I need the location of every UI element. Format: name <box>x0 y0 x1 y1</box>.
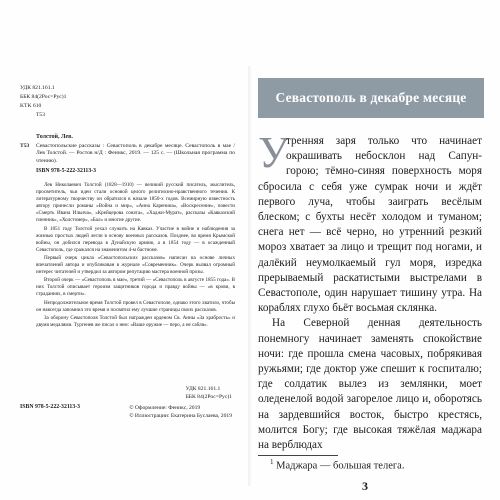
catalog-udc: УДК 821.161.1 <box>20 85 55 91</box>
footnote-mark: 1 <box>270 458 274 466</box>
footnote-text: Маджара — большая телега. <box>276 460 405 472</box>
annotation-paragraph: Непродолжительное время Толстой провел в Севастополе, однако этого хватило, чтобы он навсегда запомнил это время и посвятил ему лучшие страницы своих рассказов. <box>36 299 235 313</box>
book-gutter <box>248 66 252 486</box>
chapter-body <box>258 128 482 453</box>
isbn-line: ISBN 978-5-222-32113-3 <box>36 168 97 175</box>
author-mark-code: Т53 <box>20 143 30 149</box>
left-page-imprint <box>14 74 240 494</box>
catalog-ktk: KTK 610 <box>20 103 42 109</box>
bottom-udc: УДК 821.161.1 <box>185 386 221 392</box>
catalog-codes <box>20 84 130 120</box>
annotation-paragraph: Лев Николаевич Толстой (1828—1910) — великий русский писатель, мыслитель, просветитель, чьи идеи стали основой целого религиозно-нравственного течения. К литературному творчеству он обратился в начале 1850-х годов. Всемирную известность автору принесли романы «Война и мир», «Анна Каренина», «Воскресение», повести «Смерть Ивана Ильича», «Крейцерова соната», «Хаджи-Мурат», рассказы «Кавказский пленник», «Холстомер», «Бал» и многие другие. <box>36 182 235 224</box>
copyright-illustrations: © Иллюстрации: Екатерина Буслаева, 2019 <box>129 413 232 419</box>
footnote <box>270 458 404 472</box>
catalog-author-mark: Т53 <box>36 112 46 118</box>
author-heading: Толстой, Лев. <box>36 134 73 140</box>
chapter-title-banner <box>258 78 484 118</box>
annotation-paragraph: Первый очерк цикла «Севастопольских рассказов» написан на основе личных впечатлений автора и опубликован в журнале «Современник». Очерк вызвал огромный интерес читателей и утвердил за автором репутацию мастера военной прозы. <box>36 254 235 276</box>
footnote-divider <box>258 455 338 456</box>
chapter-title: Севастополь в декабре месяце <box>275 90 467 105</box>
paragraph-1: тренняя заря только что начинает окрашивать небосклон над Сапун-горою; тёмно-синяя поверхность моря сбросила с себя уже сумрак ночи и ждёт первого луча, чтобы заиграть весёлым блеском; с бухты несёт холодом и туманом; снега нет — всё черно, но утренний резкий мороз хватает за лицо и трещит под ногами, и далёкий неумолкаемый гул моря, изредка прерываемый раскатистыми выстрелами в Севастополе, один нарушает тишину утра. На кораблях глухо бьёт восьмая склянка. <box>258 135 482 315</box>
paragraph-2: На Северной денная деятельность понемногу начинает заменять спокойствие ночи: где прошла смена часовых, побрякивая ружьями; где доктор уже спешит к госпиталю; где солдатик вылез из землянки, моет оледенелой водой загорелое лицо и, оборотясь на зардевшийся восток, быстро крестясь, молится Богу; где высокая тяжёлая маджара на верблюдах <box>258 317 482 452</box>
copyright-block <box>129 404 232 420</box>
bibliographic-entry <box>20 143 235 175</box>
page-number: 3 <box>362 479 368 493</box>
bottom-bbk: ББК 84(2Рос=Рус)1 <box>185 394 232 400</box>
copyright-design: © Оформление: Феникс, 2019 <box>129 405 201 411</box>
right-page-text <box>258 74 486 494</box>
annotation <box>36 182 235 330</box>
annotation-paragraph: За оборону Севастополя Толстой был награжден орденом Св. Анны «За храбрость» и двумя медалями. Тургенев же писал о нем: «Ваше оружие — перо, а не сабля». <box>36 314 235 328</box>
bibliographic-text: Севастопольские рассказы : Севастополь в декабре месяце. Севастополь в мае / Лев Толстой. — Ростов н/Д : Феникс, 2019. — 125 с. — (Школьная программа по чтению). <box>36 143 235 164</box>
annotation-paragraph: Второй очерк — «Севастополь в мае», третий — «Севастополь в августе 1855 года». В них Толстой описывает героизм защитников города и правду войны — «в крови, в страданиях, в смерти». <box>36 277 235 298</box>
bottom-isbn: ISBN 978-5-222-32113-3 <box>20 404 81 410</box>
drop-cap: У <box>258 128 290 177</box>
catalog-bbk: ББК 84(2Рос=Рус)1 <box>20 94 67 100</box>
annotation-paragraph: В 1851 году Толстой уехал служить на Кавказ. Участие в войне и наблюдения за жизнью простых людей легли в основу военных рассказов. Позднее, во время Крымской войны, он добился перевода в Дунайскую армию, а в 1854 году — в осажденный Севастополь, где сражался на знаменитом 4-м бастионе. <box>36 225 235 253</box>
bottom-catalog-codes <box>186 385 232 401</box>
